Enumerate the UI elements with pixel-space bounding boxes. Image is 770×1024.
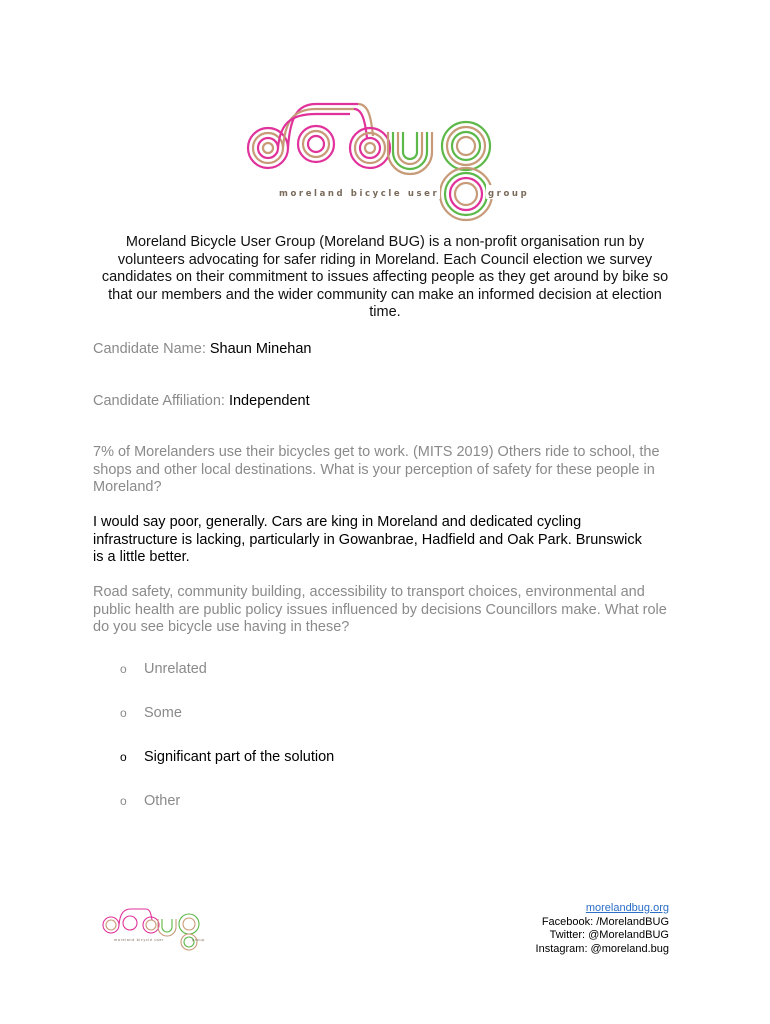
radio-bullet: o [120, 794, 127, 808]
option-unrelated[interactable] [120, 660, 207, 678]
radio-bullet: o [120, 662, 127, 676]
footer-logo-text-left: moreland bicycle user [114, 938, 165, 942]
footer-logo [100, 905, 206, 951]
candidate-affiliation-row [93, 392, 310, 410]
radio-bullet: o [120, 750, 127, 764]
candidate-affiliation-value: Independent [228, 393, 310, 409]
radio-bullet: o [120, 706, 127, 720]
logo-text-right: group [488, 189, 530, 199]
candidate-affiliation-label: Candidate Affiliation: [93, 393, 225, 409]
instagram-handle: Instagram: @moreland.bug [535, 942, 669, 955]
answer-1: I would say poor, generally. Cars are king in Moreland and dedicated cycling infrastructure is lacking, particularly in Gowanbrae, Hadfield and Oak Park. Brunswick is a little better. [93, 514, 642, 566]
website-link[interactable]: morelandbug.org [585, 902, 669, 914]
intro-paragraph: Moreland Bicycle User Group (Moreland BUG) is a non-profit organisation run by volunteers advocating for safer riding in Moreland. Each Council election we survey candidates on their commitment to issues affecting people as they get around by bike so that our members and the wider community can make an informed decision at election time. [101, 234, 669, 321]
option-some[interactable] [120, 704, 182, 722]
option-label: Some [144, 705, 182, 721]
option-label: Unrelated [144, 661, 207, 677]
logo-text-left: moreland bicycle user [279, 189, 440, 199]
twitter-handle: Twitter: @MorelandBUG [549, 929, 669, 942]
option-label: Significant part of the solution [144, 749, 335, 765]
option-other[interactable] [120, 792, 180, 810]
facebook-handle: Facebook: /MorelandBUG [541, 915, 669, 928]
option-label: Other [144, 793, 181, 809]
question-2: Road safety, community building, accessibility to transport choices, environmental and public health are public policy issues influenced by decisions Councillors make. What role do you see bicycle use having in these? [93, 584, 667, 636]
moreland-bug-logo [238, 96, 534, 226]
candidate-name-label: Candidate Name: [93, 341, 206, 357]
footer-logo-text-right: group [192, 938, 205, 942]
question-1: 7% of Morelanders use their bicycles get to work. (MITS 2019) Others ride to school, the shops and other local destinations. What is your perception of safety for these people in Moreland? [93, 444, 660, 496]
footer-contact [536, 902, 669, 956]
candidate-name-row [93, 340, 311, 358]
option-significant-part[interactable] [120, 748, 334, 766]
candidate-name-value: Shaun Minehan [209, 341, 312, 357]
